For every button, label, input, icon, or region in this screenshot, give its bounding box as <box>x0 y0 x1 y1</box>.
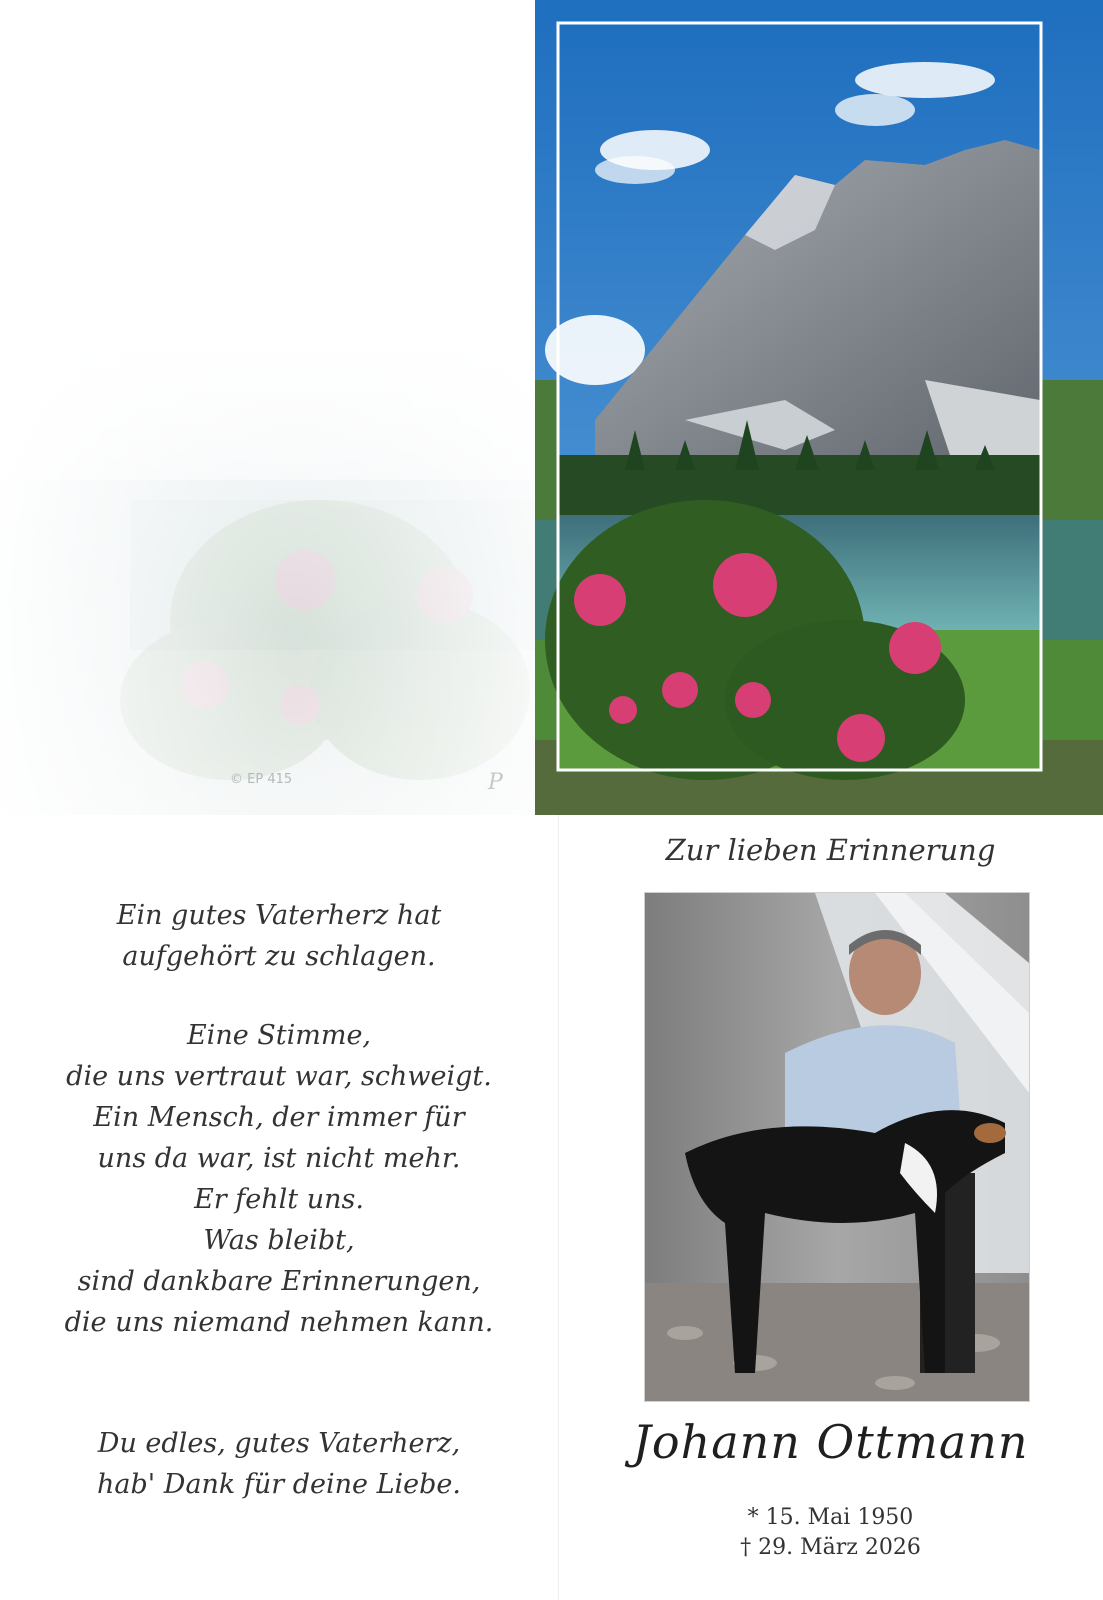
verse-line: Eine Stimme, <box>186 1020 372 1051</box>
verse-panel <box>0 815 559 1600</box>
verse-line: die uns vertraut war, schweigt. <box>66 1061 492 1092</box>
verse-line: uns da war, ist nicht mehr. <box>97 1143 461 1174</box>
front-cover-panel <box>535 0 1103 815</box>
verse-line: die uns niemand nehmen kann. <box>64 1307 494 1338</box>
publisher-logo: P <box>488 770 503 795</box>
verse-line: hab' Dank für deine Liebe. <box>97 1469 461 1500</box>
verse-line: aufgehört zu schlagen. <box>122 941 436 972</box>
verse-stanza-2 <box>0 1015 558 1343</box>
portrait-photo <box>644 892 1030 1402</box>
verse-line: Was bleibt, <box>203 1225 355 1256</box>
verse-line: sind dankbare Erinnerungen, <box>77 1266 481 1297</box>
memorial-panel <box>558 815 1103 1600</box>
verse-stanza-3 <box>0 1423 558 1505</box>
verse-line: Er fehlt uns. <box>194 1184 364 1215</box>
birth-date: * 15. Mai 1950 <box>747 1505 914 1530</box>
memorial-heading: Zur lieben Erinnerung <box>665 833 996 867</box>
death-date: † 29. März 2026 <box>740 1535 921 1560</box>
verse-stanza-1 <box>0 895 558 977</box>
deceased-name: Johann Ottmann <box>632 1415 1029 1469</box>
man-with-dog-image <box>645 893 1029 1401</box>
verse-line: Du edles, gutes Vaterherz, <box>97 1428 461 1459</box>
faded-alpenrose-image <box>0 0 535 815</box>
verse-line: Ein Mensch, der immer für <box>93 1102 465 1133</box>
mountain-lake-image <box>535 0 1103 815</box>
copyright-notice: © EP 415 <box>230 772 293 787</box>
back-cover-panel <box>0 0 535 815</box>
verse-line: Ein gutes Vaterherz hat <box>116 900 442 931</box>
